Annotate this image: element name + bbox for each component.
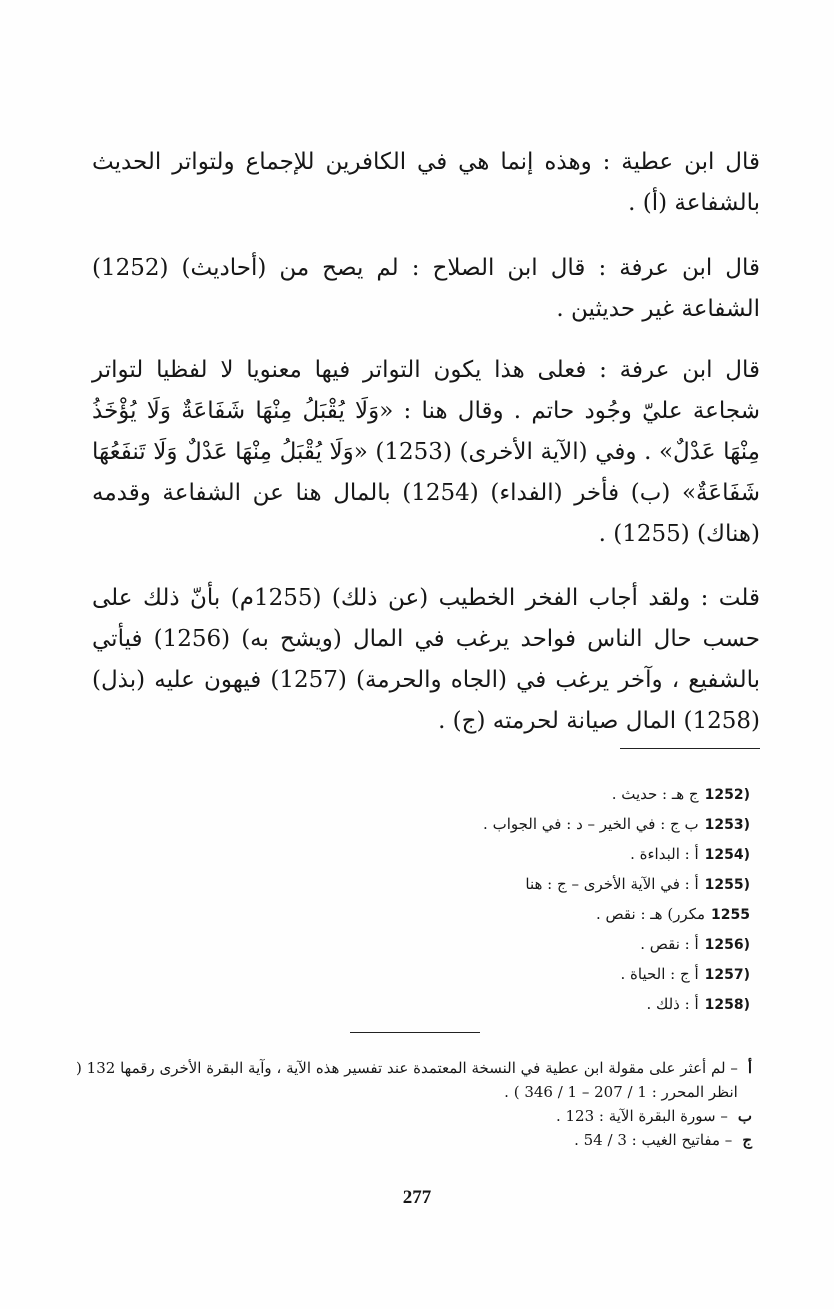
footnote-separator — [350, 1032, 480, 1033]
variant-number: (1258 — [704, 997, 750, 1013]
text-separator — [620, 748, 760, 749]
footnote-text: – لم أعثر على مقولة ابن عطية في النسخة المعتمدة عند تفسير هذه الآية ، وآية البقرة الأخرى رقمها 132 ( انظر المحرر : 1 / 207 – 1 / 346 ) . — [76, 1059, 738, 1101]
footnote-item — [76, 1128, 752, 1152]
footnote-mark: ب — [737, 1107, 752, 1125]
variant-text: أ ج : الحياة . — [620, 965, 699, 983]
variant-number: (1254 — [704, 847, 750, 863]
footnote-text: – مفاتيح الغيب : 3 / 54 . — [574, 1131, 733, 1149]
variant-number: (1256 — [704, 937, 750, 953]
variant-text: أ : نقص . — [640, 935, 699, 953]
variant-text: مكرر) هـ : نقص . — [596, 905, 706, 923]
variant-number: (1257 — [704, 967, 750, 983]
variant-text: أ : في الآية الأخرى – ج : هنا — [525, 875, 699, 893]
page-number: 277 — [402, 1187, 432, 1208]
variant-item — [330, 960, 750, 990]
variant-item — [330, 900, 750, 930]
variant-number: 1255 — [711, 907, 750, 923]
variant-item — [330, 990, 750, 1020]
variant-text: ب ج : في الخير – د : في الجواب . — [483, 815, 699, 833]
paragraph-ibn-arafa-tawatur: قال ابن عرفة : فعلى هذا يكون التواتر فيها معنويا لا لفظيا لتواتر شجاعة عليّ وجُود حاتم . وقال هنا : «وَلَا يُقْبَلُ مِنْهَا شَفَاعَةٌ وَلَا يُؤْخَذُ مِنْهَا عَدْلٌ» . وفي (الآية الأخرى) (1253) «وَلَا يُقْبَلُ مِنْهَا عَدْلٌ وَلَا تَنفَعُهَا شَفَاعَةٌ» (ب) فأخر (الفداء) (1254) بالمال هنا عن الشفاعة وقدمه (هناك) (1255) . — [92, 357, 760, 547]
variant-item — [330, 780, 750, 810]
variant-number: (1252 — [704, 787, 750, 803]
variant-number: (1253 — [704, 817, 750, 833]
variant-item — [330, 930, 750, 960]
variant-item — [330, 840, 750, 870]
paragraph-ibn-atiyya: قال ابن عطية : وهذه إنما هي في الكافرين للإجماع ولتواتر الحديث بالشفاعة (أ) . — [92, 149, 760, 216]
variant-number: (1255 — [704, 877, 750, 893]
variant-text: أ : ذلك . — [646, 995, 699, 1013]
footnote-item — [76, 1056, 752, 1104]
variant-item — [330, 870, 750, 900]
footnotes-list — [76, 1056, 752, 1152]
variant-text: أ : البداءة . — [630, 845, 699, 863]
paragraph-ibn-arafa-ibn-salah: قال ابن عرفة : قال ابن الصلاح : لم يصح من (أحاديث) (1252) الشفاعة غير حديثين . — [92, 255, 760, 322]
manuscript-variants-list — [330, 780, 750, 1020]
footnote-mark: أ — [747, 1059, 752, 1077]
footnote-item — [76, 1104, 752, 1128]
variant-item — [330, 810, 750, 840]
paragraph-fakhr-al-khatib: قلت : ولقد أجاب الفخر الخطيب (عن ذلك) (1255م) بأنّ ذلك على حسب حال الناس فواحد يرغب في المال (ويشح به) (1256) فيأتي بالشفيع ، وآخر يرغب في (الجاه والحرمة) (1257) فيهون عليه (بذل) (1258) المال صيانة لحرمته (ج) . — [92, 585, 761, 734]
variant-text: ج هـ : حديث . — [611, 785, 699, 803]
footnote-text: – سورة البقرة الآية : 123 . — [555, 1107, 728, 1125]
footnote-mark: ج — [742, 1131, 752, 1149]
